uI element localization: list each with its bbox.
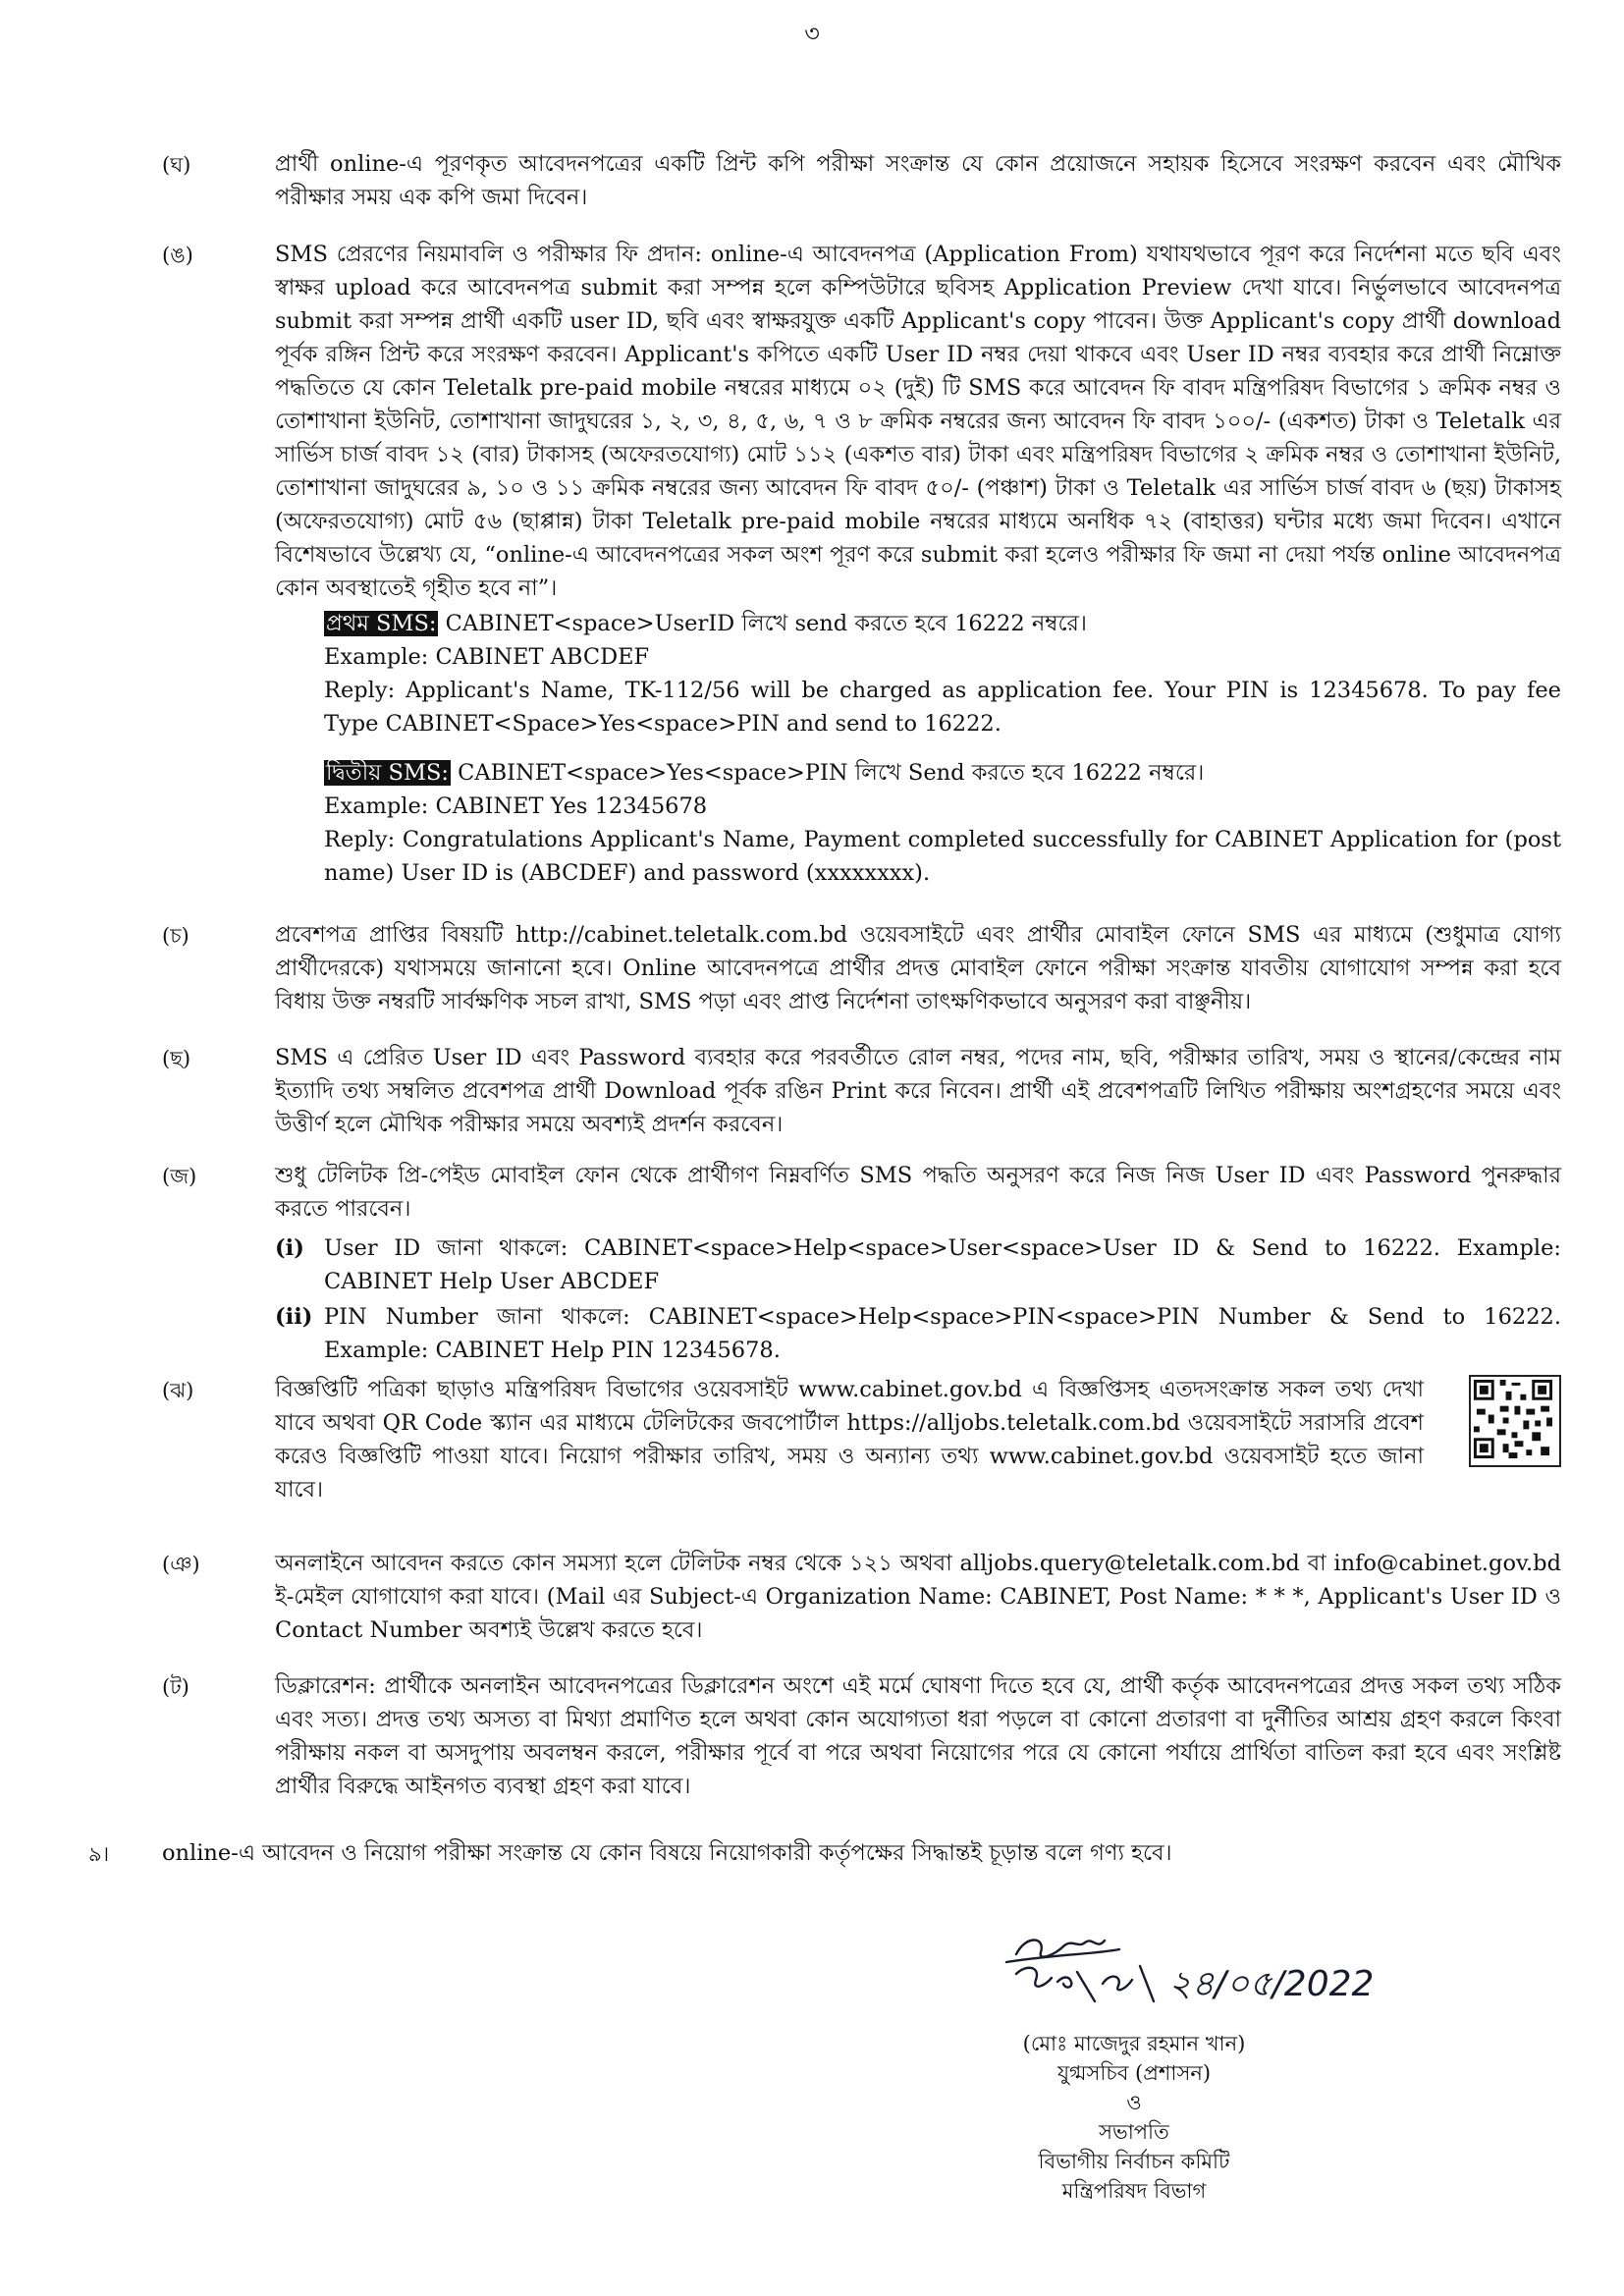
clause-text: অনলাইনে আবেদন করতে কোন সমস্যা হলে টেলিটক নম্বর থেকে ১২১ অথবা alljobs.query@teletalk.com.bd বা info@cabinet.gov.bd ই-মেইল যোগাযোগ করা যাবে। (Mail এর Subject-এ Organization Name: CABINET, Post Name: * * *, Applicant's User ID ও Contact Number অবশ্যই উল্লেখ করতে হবে। xyxy=(275,1551,1561,1643)
sms-first-example: Example: CABINET ABCDEF xyxy=(324,644,650,670)
sms-second-text: CABINET<space>Yes<space>PIN লিখে Send করতে হবে 16222 নম্বরে। xyxy=(458,760,1205,786)
signatory-designation: যুগ্মসচিব (প্রশাসন) xyxy=(1056,2061,1212,2085)
clause-text: শুধু টেলিটক প্রি-পেইড মোবাইল ফোন থেকে প্রার্থীগণ নিম্নবর্ণিত SMS পদ্ধতি অনুসরণ করে নিজ নিজ User ID এবং Password পুনরুদ্ধার করতে পারবেন। xyxy=(275,1163,1561,1222)
page-number: ৩ xyxy=(804,20,820,47)
clause-chha xyxy=(162,1041,1561,1141)
sms-second-label: দ্বিতীয় SMS: xyxy=(326,760,449,786)
clause-nya xyxy=(162,1547,1561,1647)
signatory-role: সভাপতি xyxy=(1099,2120,1169,2144)
clause-text: ডিক্লারেশন: প্রার্থীকে অনলাইন আবেদনপত্রের ডিক্লারেশন অংশে এই মর্মে ঘোষণা দিতে হবে যে, প্রার্থী কর্তৃক আবেদনপত্রের প্রদত্ত সকল তথ্য সঠিক এবং সত্য। প্রদত্ত তথ্য অসত্য বা মিথ্যা প্রমাণিত হলে অথবা কোন অযোগ্যতা ধরা পড়লে বা কোনো প্রতারণা বা দুর্নীতির আশ্রয় গ্রহণ করলে কিংবা পরীক্ষায় নকল বা অসদুপায় অবলম্বন করলে, পরীক্ষার পূর্বে বা পরে অথবা নিয়োগের পরে যে কোনো পর্যায়ে প্রার্থিতা বাতিল করা হবে এবং সংশ্লিষ্ট প্রার্থীর বিরুদ্ধে আইনগত ব্যবস্থা গ্রহণ করা যাবে। xyxy=(275,1673,1562,1799)
sms-first-reply: Reply: Applicant's Name, TK-112/56 will be charged as application fee. Your PIN is 12345678. To pay fee Type CABINET<Space>Yes<space>PIN and send to 16222. xyxy=(324,678,1561,737)
sms-first-label: প্রথম SMS: xyxy=(326,611,437,636)
handwritten-signature xyxy=(947,1925,1375,2023)
clause-marker: (ট) xyxy=(162,1675,189,1699)
clause-gha xyxy=(162,147,1561,214)
recovery-roman: (i) xyxy=(275,1235,304,1261)
clause-marker: (ঞ) xyxy=(162,1553,200,1576)
clause-ja xyxy=(162,1159,1561,1369)
clause-text: SMS প্রেরণের নিয়মাবলি ও পরীক্ষার ফি প্রদান: online-এ আবেদনপত্র (Application From) যথাযথভাবে পূরণ করে নির্দেশনা মতে ছবি এবং স্বাক্ষর upload করে আবেদনপত্র submit করা সম্পন্ন হলে কম্পিউটারে ছবিসহ Application Preview দেখা যাবে। নির্ভুলভাবে আবেদনপত্র submit করা সম্পন্ন প্রার্থী একটি user ID, ছবি এবং স্বাক্ষরযুক্ত একটি Applicant's copy পাবেন। উক্ত Applicant's copy প্রার্থী download পূর্বক রঙ্গিন প্রিন্ট করে সংরক্ষণ করবেন। Applicant's কপিতে একটি User ID নম্বর দেয়া থাকবে এবং User ID নম্বর ব্যবহার করে প্রার্থী নিম্নোক্ত পদ্ধতিতে যে কোন Teletalk pre-paid mobile নম্বরের মাধ্যমে ০২ (দুই) টি SMS করে আবেদন ফি বাবদ মন্ত্রিপরিষদ বিভাগের ১ ক্রমিক নম্বর ও তোশাখানা ইউনিট, তোশাখানা জাদুঘরের ১, ২, ৩, ৪, ৫, ৬, ৭ ও ৮ ক্রমিক নম্বরের জন্য আবেদন ফি বাবদ ১০০/- (একশত) টাকা ও Teletalk এর সার্ভিস চার্জ বাবদ ১২ (বার) টাকাসহ (অফেরতযোগ্য) মোট ১১২ (একশত বার) টাকা এবং মন্ত্রিপরিষদ বিভাগের ২ ক্রমিক নম্বর ও তোশাখানা ইউনিট, তোশাখানা জাদুঘরের ৯, ১০ ও ১১ ক্রমিক নম্বরের জন্য আবেদন ফি বাবদ ৫০/- (পঞ্চাশ) টাকা ও Teletalk এর সার্ভিস চার্জ বাবদ ৬ (ছয়) টাকাসহ (অফেরতযোগ্য) মোট ৫৬ (ছাপ্পান্ন) টাকা Teletalk pre-paid mobile নম্বরের মাধ্যমে অনধিক ৭২ (বাহাত্তর) ঘন্টার মধ্যে জমা দিবেন। এখানে বিশেষভাবে উল্লেখ্য যে, “online-এ আবেদনপত্রের সকল অংশ পূরণ করে submit করা হলেও পরীক্ষার ফি জমা না দেয়া পর্যন্ত online আবেদনপত্র কোন অবস্থাতেই গৃহীত হবে না”। xyxy=(275,242,1561,601)
sms-first-block xyxy=(324,607,1561,740)
sms-second-example: Example: CABINET Yes 12345678 xyxy=(324,793,708,819)
clause-marker: (ঝ) xyxy=(162,1379,194,1402)
clause-nine xyxy=(88,1836,1561,1870)
clause-text: বিজ্ঞপ্তিটি পত্রিকা ছাড়াও মন্ত্রিপরিষদ বিভাগের ওয়েবসাইট www.cabinet.gov.bd এ বিজ্ঞপ্তিসহ এতদসংক্রান্ত সকল তথ্য দেখা যাবে অথবা QR Code স্ক্যান এর মাধ্যমে টেলিটকের জবপোর্টাল https://alljobs.teletalk.com.bd ওয়েবসাইটে সরাসরি প্রবেশ করেও বিজ্ঞপ্তিটি পাওয়া যাবে। নিয়োগ পরীক্ষার তারিখ, সময় ও অন্যান্য তথ্য www.cabinet.gov.bd ওয়েবসাইট হতে জানা যাবে। xyxy=(275,1377,1424,1503)
recovery-roman: (ii) xyxy=(275,1304,313,1330)
recovery-item xyxy=(275,1300,1561,1367)
sms-second-reply: Reply: Congratulations Applicant's Name, Payment completed successfully for CABINET Application for (post name) User ID is (ABCDEF) and password (xxxxxxxx). xyxy=(324,827,1561,886)
clause-text: online-এ আবেদন ও নিয়োগ পরীক্ষা সংক্রান্ত যে কোন বিষয়ে নিয়োগকারী কর্তৃপক্ষের সিদ্ধান্তই চূড়ান্ত বলে গণ্য হবে। xyxy=(162,1840,1172,1866)
recovery-item xyxy=(275,1231,1561,1298)
sms-second-block xyxy=(324,756,1561,890)
clause-text: প্রার্থী online-এ পূরণকৃত আবেদনপত্রের একটি প্রিন্ট কপি পরীক্ষা সংক্রান্ত যে কোন প্রয়োজনে সহায়ক হিসেবে সংরক্ষণ করবেন এবং মৌখিক পরীক্ষার সময় এক কপি জমা দিবেন। xyxy=(275,151,1561,210)
recovery-list xyxy=(275,1231,1561,1367)
signatory-committee: বিভাগীয় নির্বাচন কমিটি xyxy=(1038,2150,1230,2173)
clause-ta xyxy=(162,1669,1562,1803)
signatory-division: মন্ত্রিপরিষদ বিভাগ xyxy=(1061,2179,1207,2203)
qr-code-icon xyxy=(1469,1375,1561,1467)
recovery-text: PIN Number জানা থাকলে: CABINET<space>Help<space>PIN<space>PIN Number & Send to 16222. Example: CABINET Help PIN 12345678. xyxy=(324,1304,1561,1363)
clause-marker: (ঙ) xyxy=(162,244,193,267)
clause-marker: ৯। xyxy=(88,1842,110,1866)
signature-date: ২৪/০৫/2022 xyxy=(1168,1964,1375,2004)
clause-text: SMS এ প্রেরিত User ID এবং Password ব্যবহার করে পরবর্তীতে রোল নম্বর, পদের নাম, ছবি, পরীক্ষার তারিখ, সময় ও স্থানের/কেন্দ্রের নাম ইত্যাদি তথ্য সম্বলিত প্রবেশপত্র প্রার্থী Download পূর্বক রঙিন Print করে নিবেন। প্রার্থী এই প্রবেশপত্রটি লিখিত পরীক্ষায় অংশগ্রহণের সময়ে এবং উত্তীর্ণ হলে মৌখিক পরীক্ষার সময়ে অবশ্যই প্রদর্শন করবেন। xyxy=(275,1045,1561,1137)
clause-marker: (জ) xyxy=(162,1165,197,1188)
signatory-and: ও xyxy=(1126,2091,1142,2114)
signature-block xyxy=(943,1925,1375,2206)
signatory-name: (মোঃ মাজেদুর রহমান খান) xyxy=(1022,2032,1246,2055)
clause-uma xyxy=(162,238,1561,890)
clause-marker: (চ) xyxy=(162,924,189,948)
clause-marker: (ঘ) xyxy=(162,153,191,177)
clause-marker: (ছ) xyxy=(162,1047,191,1070)
clause-jha xyxy=(162,1373,1561,1506)
clause-cha xyxy=(162,918,1561,1018)
recovery-text: User ID জানা থাকলে: CABINET<space>Help<space>User<space>User ID & Send to 16222. Example: CABINET Help User ABCDEF xyxy=(324,1235,1561,1294)
clause-text: প্রবেশপত্র প্রাপ্তির বিষয়টি http://cabinet.teletalk.com.bd ওয়েবসাইটে এবং প্রার্থীর মোবাইল ফোনে SMS এর মাধ্যমে (শুধুমাত্র যোগ্য প্রার্থীদেরকে) যথাসময়ে জানানো হবে। Online আবেদনপত্রে প্রার্থীর প্রদত্ত মোবাইল ফোনে পরীক্ষা সংক্রান্ত যাবতীয় যোগাযোগ সম্পন্ন করা হবে বিধায় উক্ত নম্বরটি সার্বক্ষণিক সচল রাখা, SMS পড়া এবং প্রাপ্ত নির্দেশনা তাৎক্ষণিকভাবে অনুসরণ করা বাঞ্ছনীয়। xyxy=(275,922,1561,1014)
sms-first-text: CABINET<space>UserID লিখে send করতে হবে 16222 নম্বরে। xyxy=(445,611,1087,636)
